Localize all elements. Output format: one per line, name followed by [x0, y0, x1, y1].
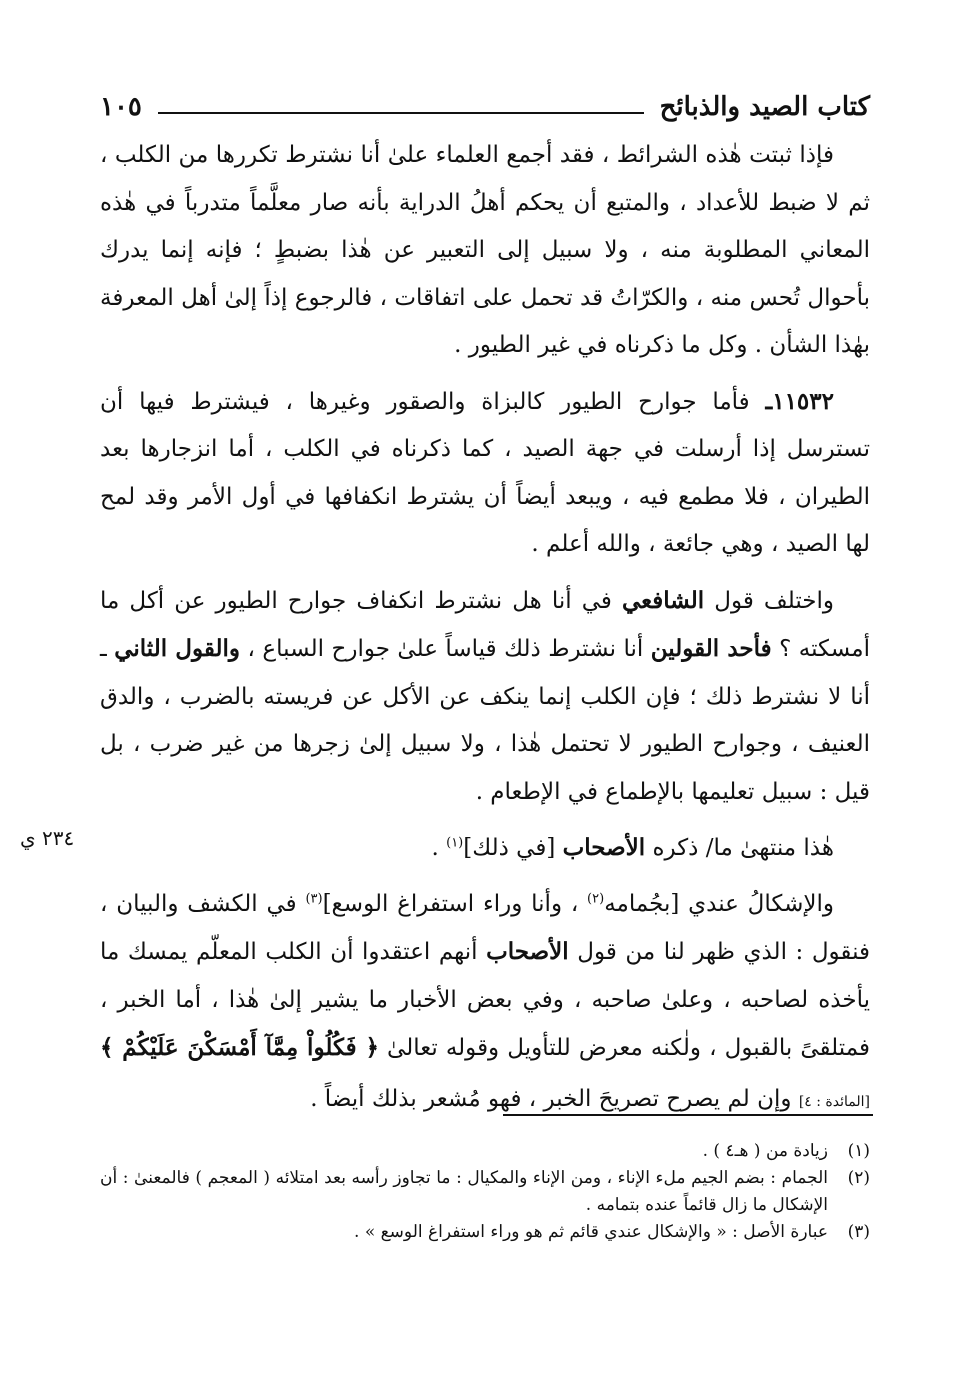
p4-part-c: [في ذلك] — [463, 835, 563, 861]
p3-bold-shafii: الشافعي — [621, 586, 705, 614]
footnote-text: زيادة من ( هـ٤ ) . — [702, 1141, 828, 1161]
footnote-text: الجمام : بضم الجيم ملء الإناء ، ومن الإناء والمكيال : ما تجاوز رأسه بعد امتلائه ( المعجم ) فالمعنىٰ : أن الإشكال ما زال قائماً عنده بتمامه . — [100, 1168, 828, 1215]
p4-bold-ashab: الأصحاب — [562, 834, 646, 861]
verse-reference: [المائدة : ٤] — [798, 1093, 870, 1110]
footnote-ref-2[interactable]: (٢) — [587, 890, 605, 906]
p5-part-b: ، وأنا وراء استفراغ الوسع] — [322, 890, 588, 917]
p3-part-c: في أنا هل نشترط انكفاف جوارح الطيور عن أكل ما أمسكته ؟ — [100, 587, 870, 662]
main-text — [100, 132, 870, 1126]
quran-verse: ﴿ فَكُلُواْ مِمَّآ أَمْسَكْنَ عَلَيْكُمْ ﴾ — [100, 1034, 379, 1061]
footnote-label: (٢) — [847, 1168, 870, 1188]
paragraph-1 — [100, 132, 870, 370]
p3-part-a: واختلف قول — [704, 587, 834, 614]
p3-part-g: ـ أنا لا نشترط ذلك ؛ فإن الكلب إنما ينكف عن الأكل عن فريسته بالضرب ، والدق العنيف ، وجوارح الطيور لا تحتمل هٰذا ، ولا سبيل إلىٰ زجرها من غير ضرب ، بل قيل : سبيل تعليمها بالإطماع في الإطعام . — [100, 636, 870, 805]
paragraph-5 — [100, 881, 870, 1127]
paragraph-number: ١١٥٣٢ـ — [765, 387, 834, 415]
p5-part-f: وإن لم يصرح تصريحَ الخبر ، فهو مُشعر بذلك أيضاً . — [310, 1085, 799, 1112]
book-title: كتاب الصيد والذبائح — [659, 92, 870, 122]
footnote-label: (١) — [847, 1141, 870, 1161]
footnote-separator — [503, 1114, 873, 1116]
p5-part-c: في الكشف والبيان ، فنقول : الذي ظهر لنا من قول — [100, 890, 870, 965]
p4-part-d: . — [431, 835, 447, 861]
p3-bold-first-opinion: فأحد القولين — [650, 635, 772, 662]
footnote-label: (٣) — [847, 1222, 870, 1242]
paragraph-3 — [100, 577, 870, 817]
p4-part-a: هٰذا منتهىٰ ما/ ذكره — [645, 835, 834, 861]
p5-bold-ashab: الأصحاب — [486, 938, 569, 965]
running-header — [100, 78, 870, 122]
footnote-1 — [100, 1138, 870, 1165]
paragraph-2-text: فأما جوارح الطيور كالبزاة والصقور وغيرها ، فيشترط فيها أن تسترسل إذا أرسلت في جهة الصيد ، كما ذكرناه في الكلب ، أما انزجارها بعد الطيران ، فلا مطمع فيه ، ويبعد أيضاً أن يشترط انكفافها في أول الأمر وقد لمح لها الصيد ، وهي جائعة ، والله أعلم . — [100, 388, 870, 557]
footnote-text: عبارة الأصل : « والإشكال عندي قائم ثم هو وراء استفراغ الوسع » . — [354, 1222, 828, 1242]
footnote-ref-1[interactable]: (١) — [446, 835, 464, 851]
footnote-2 — [100, 1165, 870, 1219]
p5-part-a: والإشكالُ عندي [بجُمامه — [604, 890, 834, 917]
p3-bold-second-opinion: والقول الثاني — [114, 635, 241, 662]
header-rule — [158, 112, 644, 114]
paragraph-2 — [100, 378, 870, 569]
paragraph-1-text: فإذا ثبتت هٰذه الشرائط ، فقد أجمع العلماء علىٰ أنا نشترط تكررها من الكلب ، ثم لا ضبط للأعداد ، والمتبع أن يحكم أهلُ الدراية بأنه صار معلَّماً متدرباً في هٰذه المعاني المطلوبة منه ، ولا سبيل إلى التعبير عن هٰذا بضبطٍ ؛ فإنه إنما يدرك بأحوال تُحس منه ، والكرّاتُ قد تحمل على اتفاقات ، فالرجوع إذاً إلىٰ أهل المعرفة بهٰذا الشأن . وكل ما ذكرناه في غير الطيور . — [100, 142, 870, 358]
p3-part-e: أنا نشترط ذلك قياساً علىٰ جوارح السباع ، — [240, 636, 651, 662]
page-number: ١٠٥ — [100, 92, 142, 122]
footnote-3 — [100, 1219, 870, 1246]
paragraph-4 — [100, 824, 870, 873]
p5-part-e: أنهم اعتقدوا أن الكلب المعلّم يمسك ما يأخذه لصاحبه ، وعلىٰ صاحبه ، وفي بعض الأخبار ما يشير إلىٰ هٰذا ، أما الخبر ، فمتلقىً بالقبول ، ولٰكنه معرض للتأويل وقوله تعالىٰ — [100, 939, 871, 1061]
margin-manuscript-ref: ٢٣٤ ي — [20, 826, 75, 850]
footnotes — [100, 1138, 870, 1246]
footnote-ref-3[interactable]: (٣) — [305, 890, 323, 906]
